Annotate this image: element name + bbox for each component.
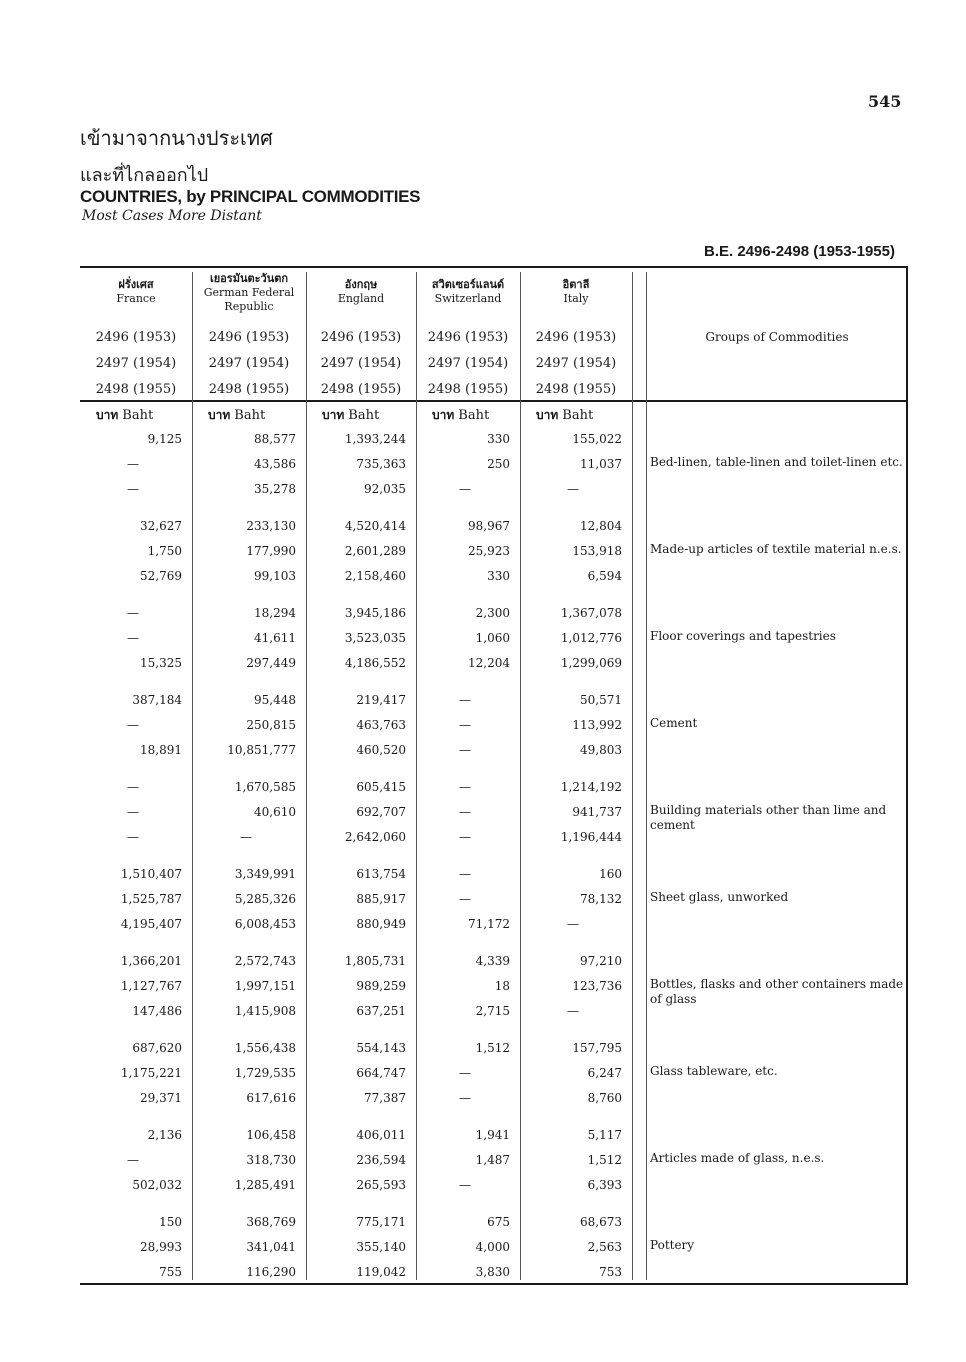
value-cell-england: 2,642,060 <box>344 830 406 844</box>
value-cell-switzerland: — <box>459 805 471 819</box>
value-cell-france: — <box>127 805 139 819</box>
value-cell-italy: — <box>567 482 579 496</box>
value-cell-germany: 318,730 <box>246 1153 296 1167</box>
year-label: 2498 (1955) <box>427 382 509 397</box>
value-cell-italy: — <box>567 1004 579 1018</box>
value-cell-england: 4,520,414 <box>344 519 406 533</box>
value-cell-france: 387,184 <box>132 693 182 707</box>
value-cell-france: 18,891 <box>140 743 182 757</box>
value-cell-switzerland: — <box>459 743 471 757</box>
value-cell-italy: 6,247 <box>587 1066 622 1080</box>
value-cell-italy: 1,214,192 <box>560 780 622 794</box>
year-label: 2498 (1955) <box>95 382 177 397</box>
value-cell-france: 1,366,201 <box>120 954 182 968</box>
table-bottom-rule <box>80 1283 908 1285</box>
unit-label <box>322 406 379 425</box>
year-label: 2498 (1955) <box>208 382 290 397</box>
value-cell-england: 236,594 <box>356 1153 406 1167</box>
value-cell-italy: 1,367,078 <box>560 606 622 620</box>
value-cell-england: 219,417 <box>356 693 406 707</box>
value-cell-france: 502,032 <box>132 1178 182 1192</box>
value-cell-italy: 68,673 <box>580 1215 622 1229</box>
value-cell-switzerland: 71,172 <box>468 917 510 931</box>
value-cell-germany: 1,997,151 <box>234 979 296 993</box>
value-cell-france: 755 <box>159 1265 182 1279</box>
col-header-france-english: France <box>116 292 156 305</box>
commodity-group-label: Bed-linen, table-linen and toilet-linen etc. <box>650 455 903 469</box>
value-cell-switzerland: 1,487 <box>475 1153 510 1167</box>
unit-english: Baht <box>562 408 594 423</box>
value-cell-england: 2,158,460 <box>344 569 406 583</box>
value-cell-switzerland: 3,830 <box>475 1265 510 1279</box>
col-header-germany <box>192 272 306 314</box>
groups-of-commodities-header: Groups of Commodities <box>705 330 849 344</box>
value-cell-italy: 1,012,776 <box>560 631 622 645</box>
value-cell-england: 265,593 <box>356 1178 406 1192</box>
value-cell-germany: 88,577 <box>254 432 296 446</box>
english-subtitle: Most Cases More Distant <box>82 208 262 224</box>
value-cell-italy: 157,795 <box>572 1041 622 1055</box>
thai-title-line2: และที่ไกลออกไป <box>80 165 209 186</box>
unit-label <box>208 406 265 425</box>
year-label: 2496 (1953) <box>535 330 617 345</box>
value-cell-germany: 18,294 <box>254 606 296 620</box>
col-header-switzerland <box>416 278 520 306</box>
value-cell-france: — <box>127 482 139 496</box>
value-cell-switzerland: — <box>459 1066 471 1080</box>
value-cell-england: 554,143 <box>356 1041 406 1055</box>
value-cell-england: 880,949 <box>356 917 406 931</box>
value-cell-germany: 3,349,991 <box>234 867 296 881</box>
value-cell-england: 92,035 <box>364 482 406 496</box>
value-cell-france: — <box>127 606 139 620</box>
value-cell-germany: 1,556,438 <box>234 1041 296 1055</box>
value-cell-switzerland: 12,204 <box>468 656 510 670</box>
column-separator <box>306 272 307 1280</box>
thai-title-line1: เข้ามาจากนางประเทศ <box>80 126 273 150</box>
value-cell-switzerland: 4,339 <box>475 954 510 968</box>
value-cell-england: 4,186,552 <box>344 656 406 670</box>
value-cell-france: 32,627 <box>140 519 182 533</box>
unit-label <box>432 406 489 425</box>
value-cell-switzerland: 4,000 <box>475 1240 510 1254</box>
value-cell-france: 4,195,407 <box>120 917 182 931</box>
year-label: 2497 (1954) <box>208 356 290 371</box>
value-cell-france: — <box>127 718 139 732</box>
unit-english: Baht <box>458 408 490 423</box>
unit-thai: บาท <box>96 408 119 422</box>
year-label: 2497 (1954) <box>320 356 402 371</box>
value-cell-france: 29,371 <box>140 1091 182 1105</box>
value-cell-england: 3,523,035 <box>344 631 406 645</box>
col-header-switzerland-english: Switzerland <box>434 292 502 305</box>
value-cell-france: — <box>127 830 139 844</box>
value-cell-switzerland: — <box>459 693 471 707</box>
value-cell-italy: 123,736 <box>572 979 622 993</box>
commodity-group-label: Building materials other than lime and cement <box>650 803 887 832</box>
col-header-italy-thai: อิตาลี <box>562 278 590 291</box>
unit-label <box>536 406 593 425</box>
value-cell-france: 147,486 <box>132 1004 182 1018</box>
value-cell-switzerland: 2,715 <box>475 1004 510 1018</box>
value-cell-england: 1,393,244 <box>344 432 406 446</box>
value-cell-france: 1,510,407 <box>120 867 182 881</box>
value-cell-germany: 40,610 <box>254 805 296 819</box>
value-cell-switzerland: — <box>459 482 471 496</box>
value-cell-france: 52,769 <box>140 569 182 583</box>
year-label: 2497 (1954) <box>535 356 617 371</box>
value-cell-england: 637,251 <box>356 1004 406 1018</box>
value-cell-switzerland: 18 <box>494 979 510 993</box>
commodity-group-label: Articles made of glass, n.e.s. <box>650 1151 825 1165</box>
value-cell-switzerland: — <box>459 830 471 844</box>
value-cell-england: 355,140 <box>356 1240 406 1254</box>
value-cell-italy: 78,132 <box>580 892 622 906</box>
value-cell-france: 28,993 <box>140 1240 182 1254</box>
col-header-england-english: England <box>337 292 385 305</box>
year-label: 2496 (1953) <box>320 330 402 345</box>
value-cell-italy: 155,022 <box>572 432 622 446</box>
unit-thai: บาท <box>208 408 231 422</box>
value-cell-switzerland: — <box>459 1091 471 1105</box>
value-cell-germany: 341,041 <box>246 1240 296 1254</box>
value-cell-italy: 11,037 <box>580 457 622 471</box>
value-cell-italy: 49,803 <box>580 743 622 757</box>
col-header-switzerland-thai: สวิตเซอร์แลนด์ <box>431 278 505 291</box>
unit-thai: บาท <box>536 408 559 422</box>
value-cell-italy: — <box>567 917 579 931</box>
value-cell-italy: 5,117 <box>587 1128 622 1142</box>
value-cell-switzerland: 250 <box>487 457 510 471</box>
value-cell-germany: — <box>240 830 252 844</box>
col-header-england-thai: อังกฤษ <box>344 278 378 291</box>
unit-thai: บาท <box>322 408 345 422</box>
commodity-group-label: Cement <box>650 716 698 730</box>
value-cell-germany: 35,278 <box>254 482 296 496</box>
value-cell-england: 460,520 <box>356 743 406 757</box>
value-cell-germany: 1,285,491 <box>234 1178 296 1192</box>
value-cell-england: 735,363 <box>356 457 406 471</box>
col-header-france <box>80 278 192 306</box>
col-header-germany-english: German Federal Republic <box>203 286 295 313</box>
value-cell-france: 2,136 <box>147 1128 182 1142</box>
value-cell-italy: 50,571 <box>580 693 622 707</box>
unit-thai: บาท <box>432 408 455 422</box>
value-cell-england: 989,259 <box>356 979 406 993</box>
commodity-group-label: Sheet glass, unworked <box>650 890 789 904</box>
value-cell-germany: 5,285,326 <box>234 892 296 906</box>
value-cell-switzerland: — <box>459 1178 471 1192</box>
column-separator <box>520 272 521 1280</box>
value-cell-switzerland: — <box>459 867 471 881</box>
table-top-rule <box>80 266 908 268</box>
unit-english: Baht <box>122 408 154 423</box>
value-cell-france: 15,325 <box>140 656 182 670</box>
value-cell-italy: 1,299,069 <box>560 656 622 670</box>
value-cell-germany: 10,851,777 <box>227 743 296 757</box>
value-cell-england: 885,917 <box>356 892 406 906</box>
value-cell-england: 2,601,289 <box>344 544 406 558</box>
value-cell-switzerland: — <box>459 718 471 732</box>
value-cell-switzerland: 330 <box>487 569 510 583</box>
value-cell-england: 463,763 <box>356 718 406 732</box>
commodity-group-label: Glass tableware, etc. <box>650 1064 778 1078</box>
value-cell-france: 687,620 <box>132 1041 182 1055</box>
value-cell-france: 1,127,767 <box>120 979 182 993</box>
col-header-germany-thai: เยอรมันตะวันตก <box>209 272 289 285</box>
unit-label <box>96 406 153 425</box>
value-cell-germany: 6,008,453 <box>234 917 296 931</box>
year-label: 2497 (1954) <box>427 356 509 371</box>
column-separator <box>646 272 647 1280</box>
value-cell-switzerland: 25,923 <box>468 544 510 558</box>
value-cell-italy: 113,992 <box>572 718 622 732</box>
value-cell-france: — <box>127 631 139 645</box>
value-cell-italy: 6,594 <box>587 569 622 583</box>
value-cell-germany: 2,572,743 <box>234 954 296 968</box>
year-label: 2496 (1953) <box>427 330 509 345</box>
value-cell-italy: 6,393 <box>587 1178 622 1192</box>
value-cell-germany: 1,729,535 <box>234 1066 296 1080</box>
value-cell-france: 150 <box>159 1215 182 1229</box>
value-cell-italy: 753 <box>599 1265 622 1279</box>
value-cell-italy: 160 <box>599 867 622 881</box>
value-cell-germany: 250,815 <box>246 718 296 732</box>
year-label: 2497 (1954) <box>95 356 177 371</box>
value-cell-switzerland: 675 <box>487 1215 510 1229</box>
column-separator <box>632 272 633 1280</box>
english-title: COUNTRIES, by PRINCIPAL COMMODITIES <box>80 187 421 206</box>
commodity-group-label: Made-up articles of textile material n.e.s. <box>650 542 902 556</box>
page-number: 545 <box>868 92 902 111</box>
col-header-england <box>306 278 416 306</box>
value-cell-england: 3,945,186 <box>344 606 406 620</box>
commodity-group-label: Bottles, flasks and other containers made of glass <box>650 977 904 1006</box>
value-cell-switzerland: 98,967 <box>468 519 510 533</box>
commodity-group-label: Pottery <box>650 1238 695 1252</box>
header-bottom-rule <box>80 400 908 402</box>
value-cell-germany: 116,290 <box>246 1265 296 1279</box>
value-cell-italy: 941,737 <box>572 805 622 819</box>
value-cell-italy: 1,196,444 <box>560 830 622 844</box>
value-cell-switzerland: 1,512 <box>475 1041 510 1055</box>
year-label: 2498 (1955) <box>535 382 617 397</box>
value-cell-switzerland: — <box>459 892 471 906</box>
column-separator <box>192 272 193 1280</box>
unit-english: Baht <box>234 408 266 423</box>
value-cell-italy: 8,760 <box>587 1091 622 1105</box>
year-label: 2498 (1955) <box>320 382 402 397</box>
value-cell-france: — <box>127 780 139 794</box>
value-cell-switzerland: 1,941 <box>475 1128 510 1142</box>
year-label: 2496 (1953) <box>95 330 177 345</box>
value-cell-england: 605,415 <box>356 780 406 794</box>
value-cell-england: 406,011 <box>356 1128 406 1142</box>
value-cell-france: 9,125 <box>147 432 182 446</box>
value-cell-italy: 2,563 <box>587 1240 622 1254</box>
value-cell-italy: 97,210 <box>580 954 622 968</box>
value-cell-france: 1,750 <box>147 544 182 558</box>
col-header-italy-english: Italy <box>563 292 589 305</box>
value-cell-england: 1,805,731 <box>344 954 406 968</box>
value-cell-england: 664,747 <box>356 1066 406 1080</box>
value-cell-england: 613,754 <box>356 867 406 881</box>
col-header-italy <box>520 278 632 306</box>
value-cell-germany: 297,449 <box>246 656 296 670</box>
value-cell-france: 1,525,787 <box>120 892 182 906</box>
value-cell-england: 77,387 <box>364 1091 406 1105</box>
value-cell-germany: 43,586 <box>254 457 296 471</box>
value-cell-switzerland: 330 <box>487 432 510 446</box>
commodity-group-label: Floor coverings and tapestries <box>650 629 836 643</box>
value-cell-france: — <box>127 457 139 471</box>
value-cell-switzerland: 2,300 <box>475 606 510 620</box>
column-separator <box>416 272 417 1280</box>
value-cell-italy: 153,918 <box>572 544 622 558</box>
value-cell-germany: 99,103 <box>254 569 296 583</box>
value-cell-england: 692,707 <box>356 805 406 819</box>
value-cell-germany: 617,616 <box>246 1091 296 1105</box>
value-cell-england: 775,171 <box>356 1215 406 1229</box>
value-cell-germany: 233,130 <box>246 519 296 533</box>
value-cell-germany: 1,415,908 <box>234 1004 296 1018</box>
value-cell-germany: 106,458 <box>246 1128 296 1142</box>
value-cell-france: — <box>127 1153 139 1167</box>
value-cell-germany: 368,769 <box>246 1215 296 1229</box>
value-cell-germany: 177,990 <box>246 544 296 558</box>
table-right-rule <box>906 266 908 1285</box>
value-cell-italy: 1,512 <box>587 1153 622 1167</box>
value-cell-switzerland: 1,060 <box>475 631 510 645</box>
value-cell-italy: 12,804 <box>580 519 622 533</box>
col-header-france-thai: ฝรั่งเศส <box>118 278 154 291</box>
value-cell-germany: 41,611 <box>254 631 296 645</box>
commodity-table <box>80 266 908 1286</box>
year-label: 2496 (1953) <box>208 330 290 345</box>
value-cell-england: 119,042 <box>356 1265 406 1279</box>
period-label: B.E. 2496-2498 (1953-1955) <box>704 243 895 260</box>
value-cell-switzerland: — <box>459 780 471 794</box>
value-cell-germany: 1,670,585 <box>234 780 296 794</box>
unit-english: Baht <box>348 408 380 423</box>
value-cell-germany: 95,448 <box>254 693 296 707</box>
value-cell-france: 1,175,221 <box>120 1066 182 1080</box>
